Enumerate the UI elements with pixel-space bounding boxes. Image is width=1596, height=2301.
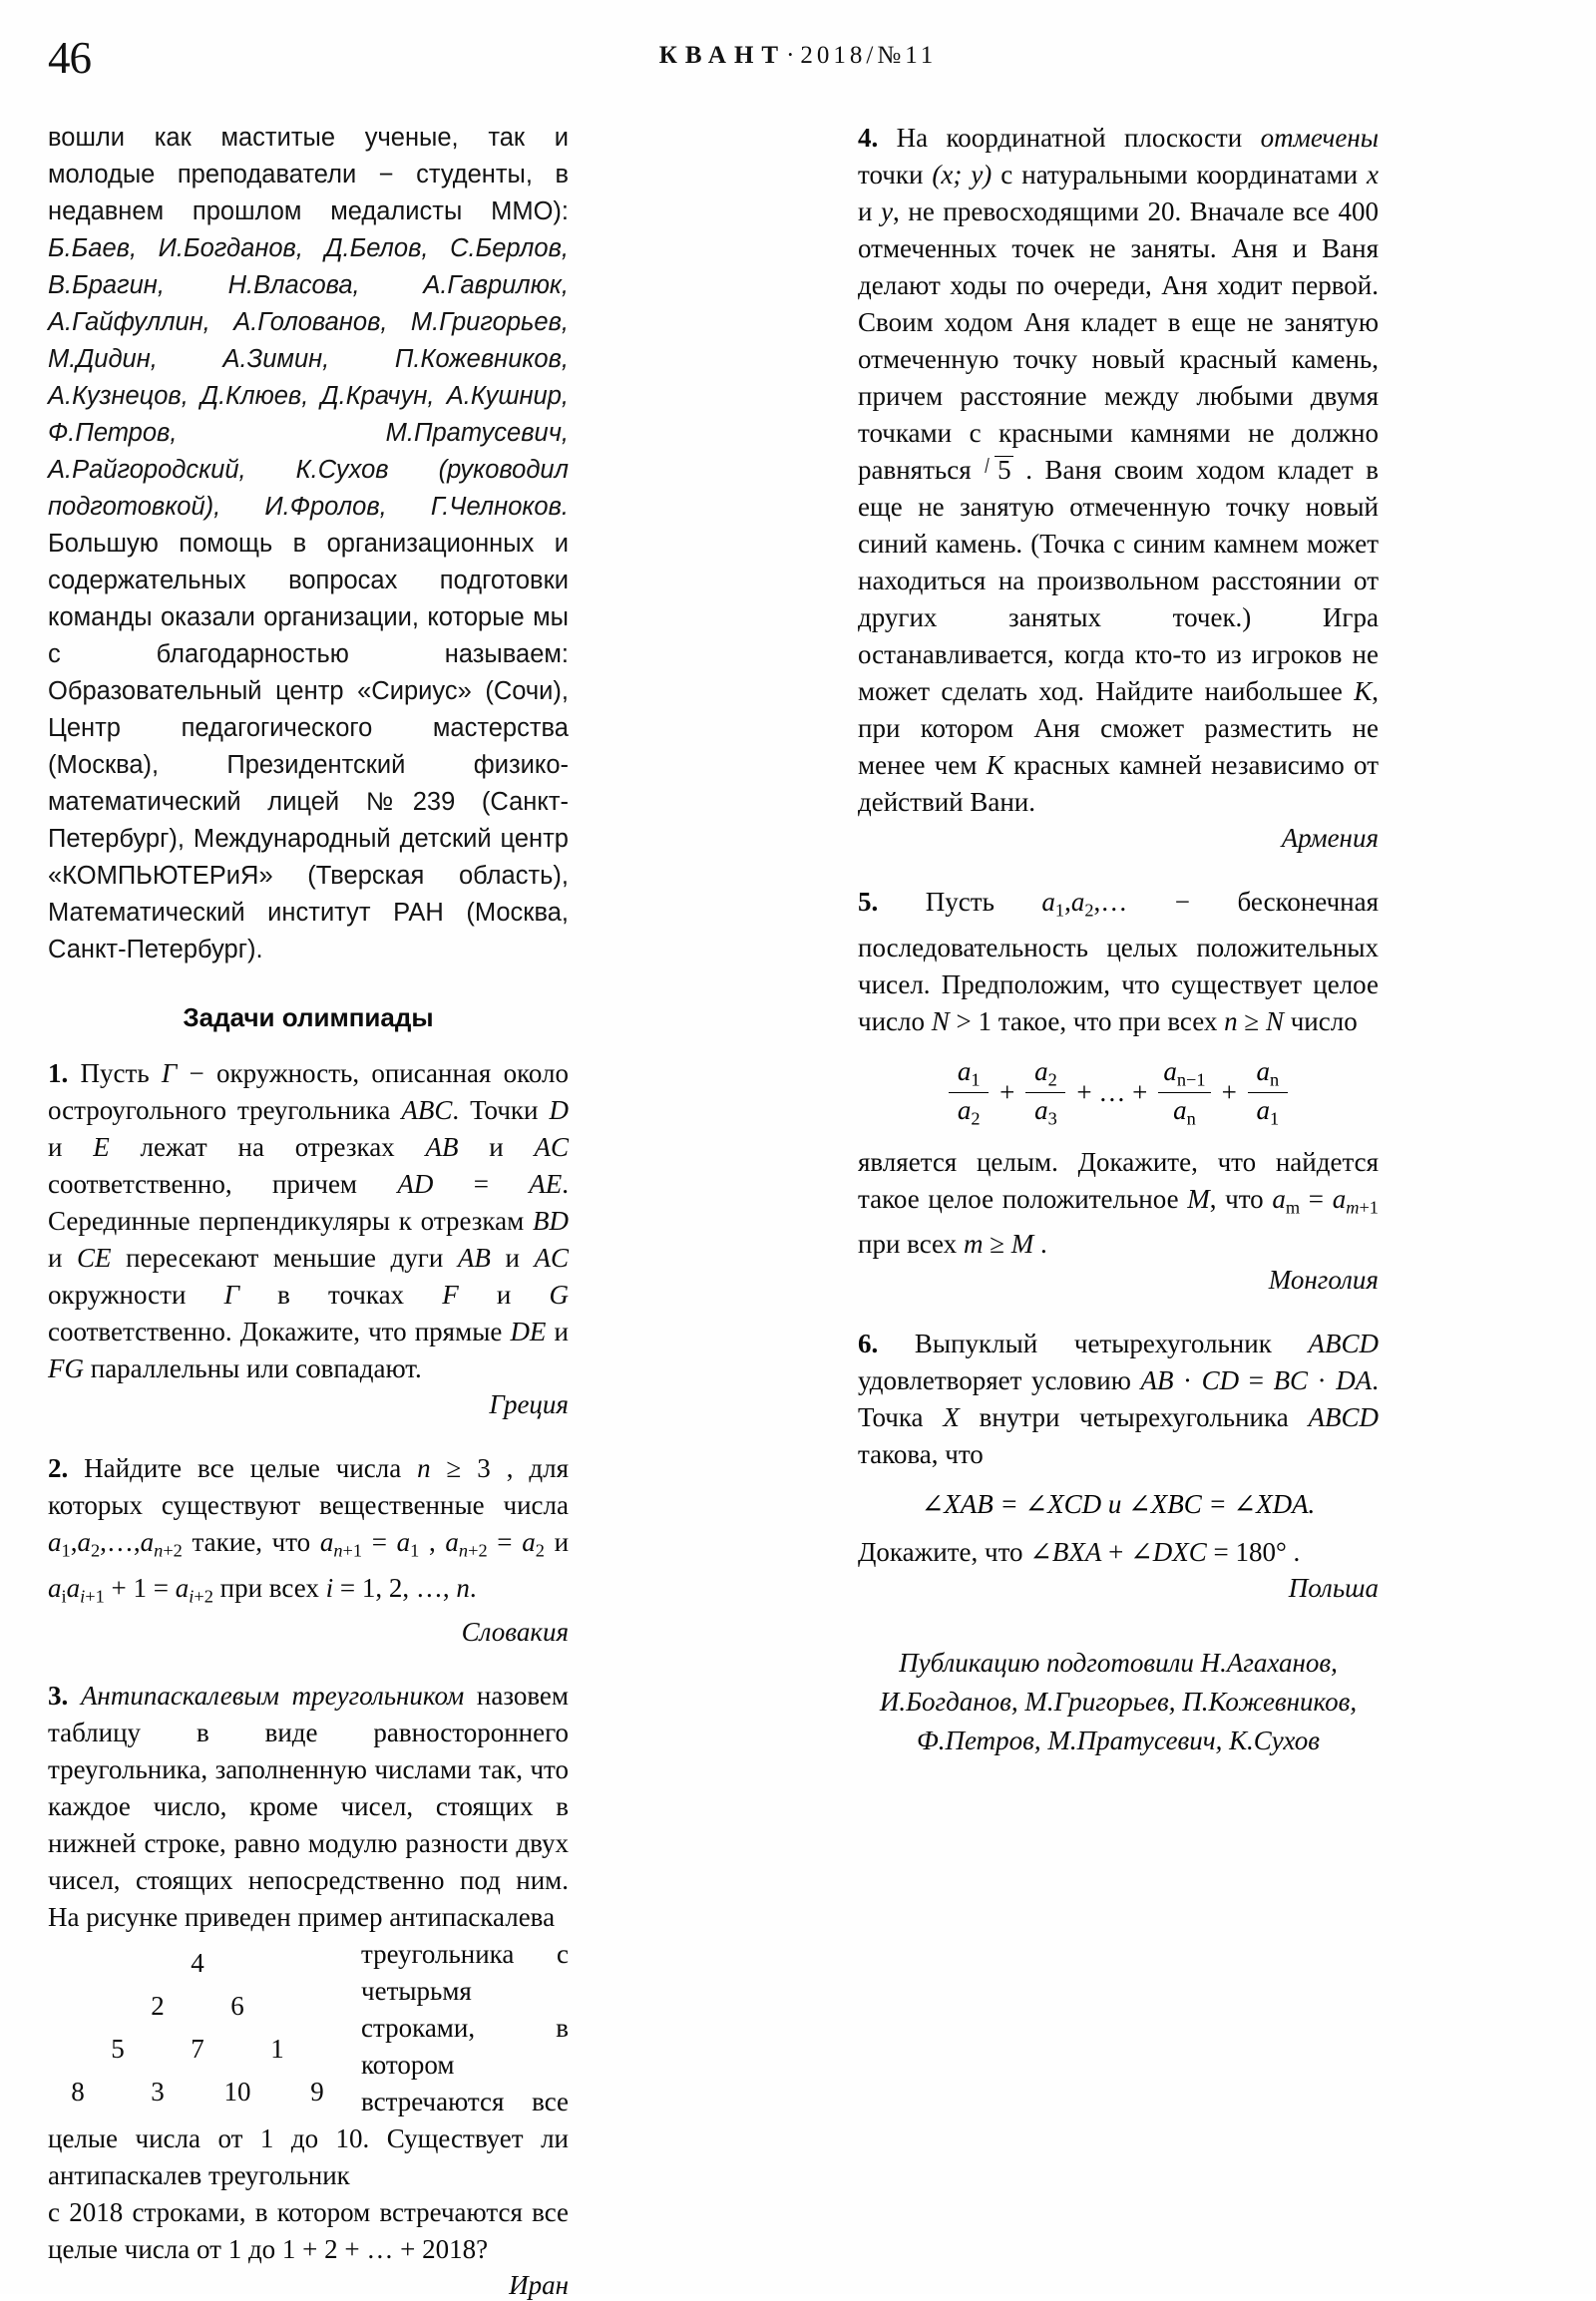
triangle-row bbox=[48, 1942, 347, 1985]
formula-operator: + bbox=[1221, 1077, 1237, 1107]
triangle-row bbox=[48, 2028, 347, 2071]
problem-6 bbox=[858, 1326, 1379, 1473]
square-root-icon bbox=[984, 452, 1013, 489]
triangle-cell: 1 bbox=[270, 2034, 284, 2064]
fraction-numerator: $a_1$ bbox=[957, 1055, 981, 1089]
running-head bbox=[0, 28, 1596, 88]
problem-1-number: 1. bbox=[48, 1058, 69, 1088]
problem-3 bbox=[48, 1678, 569, 1936]
triangle-row bbox=[48, 1985, 347, 2028]
left-column bbox=[48, 120, 569, 2301]
fraction-denominator: $a_2$ bbox=[957, 1095, 981, 1129]
fraction-term bbox=[1025, 1056, 1065, 1130]
triangle-cell: 4 bbox=[191, 1948, 204, 1978]
problem-6-angle-conditions bbox=[858, 1489, 1379, 1520]
issue-number: 2018/№11 bbox=[800, 42, 938, 69]
triangle-cell: 10 bbox=[223, 2077, 251, 2107]
right-column bbox=[858, 120, 1379, 1760]
triangle-cell: 6 bbox=[230, 1991, 244, 2021]
journal-name: КВАНТ bbox=[658, 42, 787, 69]
problem-3-country: Иран bbox=[509, 2270, 569, 2300]
credits-line: И.Богданов, М.Григорьев, П.Кожевников, bbox=[879, 1687, 1358, 1717]
triangle-cell: 2 bbox=[151, 1991, 165, 2021]
problem-5-formula bbox=[858, 1056, 1379, 1130]
problem-2-country: Словакия bbox=[461, 1617, 569, 1647]
spacer bbox=[858, 1296, 1379, 1326]
credits-line: Публикацию подготовили Н.Агаханов, bbox=[899, 1648, 1338, 1678]
triangle-cell: 8 bbox=[71, 2077, 85, 2107]
triangle-row bbox=[48, 2071, 347, 2113]
triangle-cell: 7 bbox=[191, 2034, 204, 2064]
problem-4 bbox=[858, 120, 1379, 821]
problem-4-country: Армения bbox=[1281, 823, 1379, 853]
problem-1 bbox=[48, 1055, 569, 1387]
spacer bbox=[48, 1648, 569, 1678]
formula-operator: + bbox=[999, 1077, 1015, 1107]
problem-4-text-head: На координатной плоскости отмечены точки (x; y) с натуральными координатами x и y, не превосходящими 20. Вначале все 400 отмеченных точек не заняты. Аня и Ваня делают ходы по очереди, Аня ходит первой. Своим ходом Аня кладет в еще не занятую отмеченную точку новый красный камень, причем расстояние между любыми двумя точками с красными камнями не должно равняться bbox=[858, 123, 1379, 485]
credits-line: Ф.Петров, М.Пратусевич, К.Сухов bbox=[917, 1726, 1320, 1755]
angle-equations: ∠XAB = ∠XCD и ∠XBC = ∠XDA. bbox=[921, 1489, 1316, 1519]
triangle-grid bbox=[48, 1942, 347, 2113]
publication-credits bbox=[858, 1644, 1379, 1760]
problem-4-number: 4. bbox=[858, 123, 879, 153]
intro-paragraph: вошли как маститые ученые, так и молодые преподаватели − студенты, в недавнем прошлом медалисты ММО): Б.Баев, И.Богданов, Д.Белов, С.Берлов, В.Брагин, Н.Власова, А.Гаврилюк, А.Гайфуллин, А.Голованов, М.Григорьев, М.Дидин, А.Зимин, П.Кожевников, А.Кузнецов, Д.Клюев, Д.Крачун, А.Кушнир, Ф.Петров, М.Пратусевич, А.Райгородский, К.Сухов (руководил подготовкой), И.Фролов, Г.Челноков. Большую помощь в организационных и содержательных вопросах подготовки команды оказали организации, которые мы с благодарностью называем: Образовательный центр «Сириус» (Сочи), Центр педагогического мастерства (Москва), Президентский физико-математический лицей №239 (Санкт-Петербург), Международный детский центр «КОМПЬЮТЕРиЯ» (Тверская область), Математический институт РАН (Москва, Санкт-Петербург). bbox=[48, 124, 569, 963]
problem-2 bbox=[48, 1450, 569, 1615]
problem-4-text-tail: . Ваня своим ходом кладет в еще не занятую отмеченную точку новый синий камень. (Точка с синим камнем может находиться на произвольном расстоянии от других занятых точек.) Игра останавливается, когда кто-то из игроков не может сделать ход. Найдите наибольшее K, при котором Аня сможет разместить не менее чем K красных камней независимо от действий Вани. bbox=[858, 455, 1379, 817]
problem-1-country: Греция bbox=[489, 1389, 569, 1419]
problem-3-text-beside-figure: треугольника с четырьмя строками, в котором встречаются все целые числа от 1 до 10. Существует ли антипаскалев треугольник bbox=[48, 1939, 569, 2190]
formula-operator: + … + bbox=[1076, 1077, 1148, 1107]
fraction-term bbox=[1248, 1056, 1288, 1130]
problem-2-text: Найдите все целые числа n ≥ 3 , для которых существуют вещественные числа $a_1,a_2,\dots,a_{n+2}$ такие, что $a_{n+1} = a_1$ , $a_{n+2} = a_2$ и $a_ia_{i+1} + 1 = a_{i+2}$ при всех i = 1, 2, …, n. bbox=[48, 1453, 570, 1606]
triangle-cell: 5 bbox=[111, 2034, 125, 2064]
section-heading: Задачи олимпиады bbox=[183, 1002, 434, 1032]
triangle-cell: 9 bbox=[310, 2077, 324, 2107]
anti-pascal-triangle-figure bbox=[48, 1942, 347, 2113]
fraction-denominator: $a_1$ bbox=[1256, 1095, 1280, 1129]
problem-5-number: 5. bbox=[858, 887, 879, 917]
problem-6-country: Польша bbox=[1288, 1573, 1379, 1603]
problem-1-text: Пусть Г − окружность, описанная около остроугольного треугольника ABC. Точки D и E лежат на отрезках AB и AC соответственно, причем AD = AE. Серединные перпендикуляры к отрезкам BD и CE пересекают меньшие дуги AB и AC окружности Г в точках F и G соответственно. Докажите, что прямые DE и FG параллельны или совпадают. bbox=[48, 1058, 570, 1383]
fraction-numerator: $a_2$ bbox=[1034, 1055, 1057, 1089]
problem-6-text-after: Докажите, что ∠BXA + ∠DXC = 180° . bbox=[858, 1537, 1301, 1567]
problem-3-figure-row bbox=[48, 1936, 569, 2194]
spacer bbox=[858, 854, 1379, 884]
fraction-term bbox=[949, 1056, 989, 1130]
problem-3-text-before-figure: назовем таблицу в виде равностороннего треугольника, заполненную числами так, что каждое число, кроме чисел, стоящих в нижней строке, равно модулю разности двух чисел, стоящих непосредственно под ним. На рисунке приведен пример антипаскалева bbox=[48, 1681, 569, 1932]
problem-6-text: Выпуклый четырехугольник ABCD удовлетворяет условию AB · CD = BC · DA. Точка X внутри четырехугольника ABCD такова, что bbox=[858, 1329, 1379, 1469]
fraction-term bbox=[1158, 1056, 1210, 1130]
problem-5-text: Пусть $a_1,a_2,\dots$ − бесконечная последовательность целых положительных чисел. Предположим, что существует целое число N > 1 такое, что при всех n ≥ N число bbox=[858, 887, 1380, 1036]
spacer bbox=[858, 1604, 1379, 1644]
problem-2-number: 2. bbox=[48, 1453, 69, 1483]
problem-3-text-after-figure: с 2018 строками, в котором встречаются все целые числа от 1 до 1 + 2 + … + 2018? bbox=[48, 2197, 569, 2264]
problem-5 bbox=[858, 884, 1379, 1040]
fraction-numerator: $a_{n-1}$ bbox=[1163, 1055, 1206, 1089]
page-number: 46 bbox=[48, 33, 91, 83]
problem-3-lead-term: Антипаскалевым треугольником bbox=[80, 1681, 465, 1711]
problem-5-text-after: является целым. Докажите, что найдется такое целое положительное M, что $a_m = a_{m+1}$ при всех m ≥ M . bbox=[858, 1146, 1379, 1259]
fraction-denominator: $a_3$ bbox=[1034, 1095, 1057, 1129]
radicand: 5 bbox=[998, 455, 1011, 485]
fraction-numerator: $a_n$ bbox=[1256, 1055, 1280, 1089]
problem-3-number: 3. bbox=[48, 1681, 69, 1711]
problem-6-number: 6. bbox=[858, 1329, 879, 1358]
spacer bbox=[48, 1420, 569, 1450]
header-separator: · bbox=[786, 42, 801, 69]
fraction-denominator: $a_n$ bbox=[1173, 1095, 1196, 1129]
triangle-cell: 3 bbox=[151, 2077, 165, 2107]
problem-5-country: Монголия bbox=[1268, 1265, 1379, 1295]
journal-title-line bbox=[0, 42, 1596, 70]
